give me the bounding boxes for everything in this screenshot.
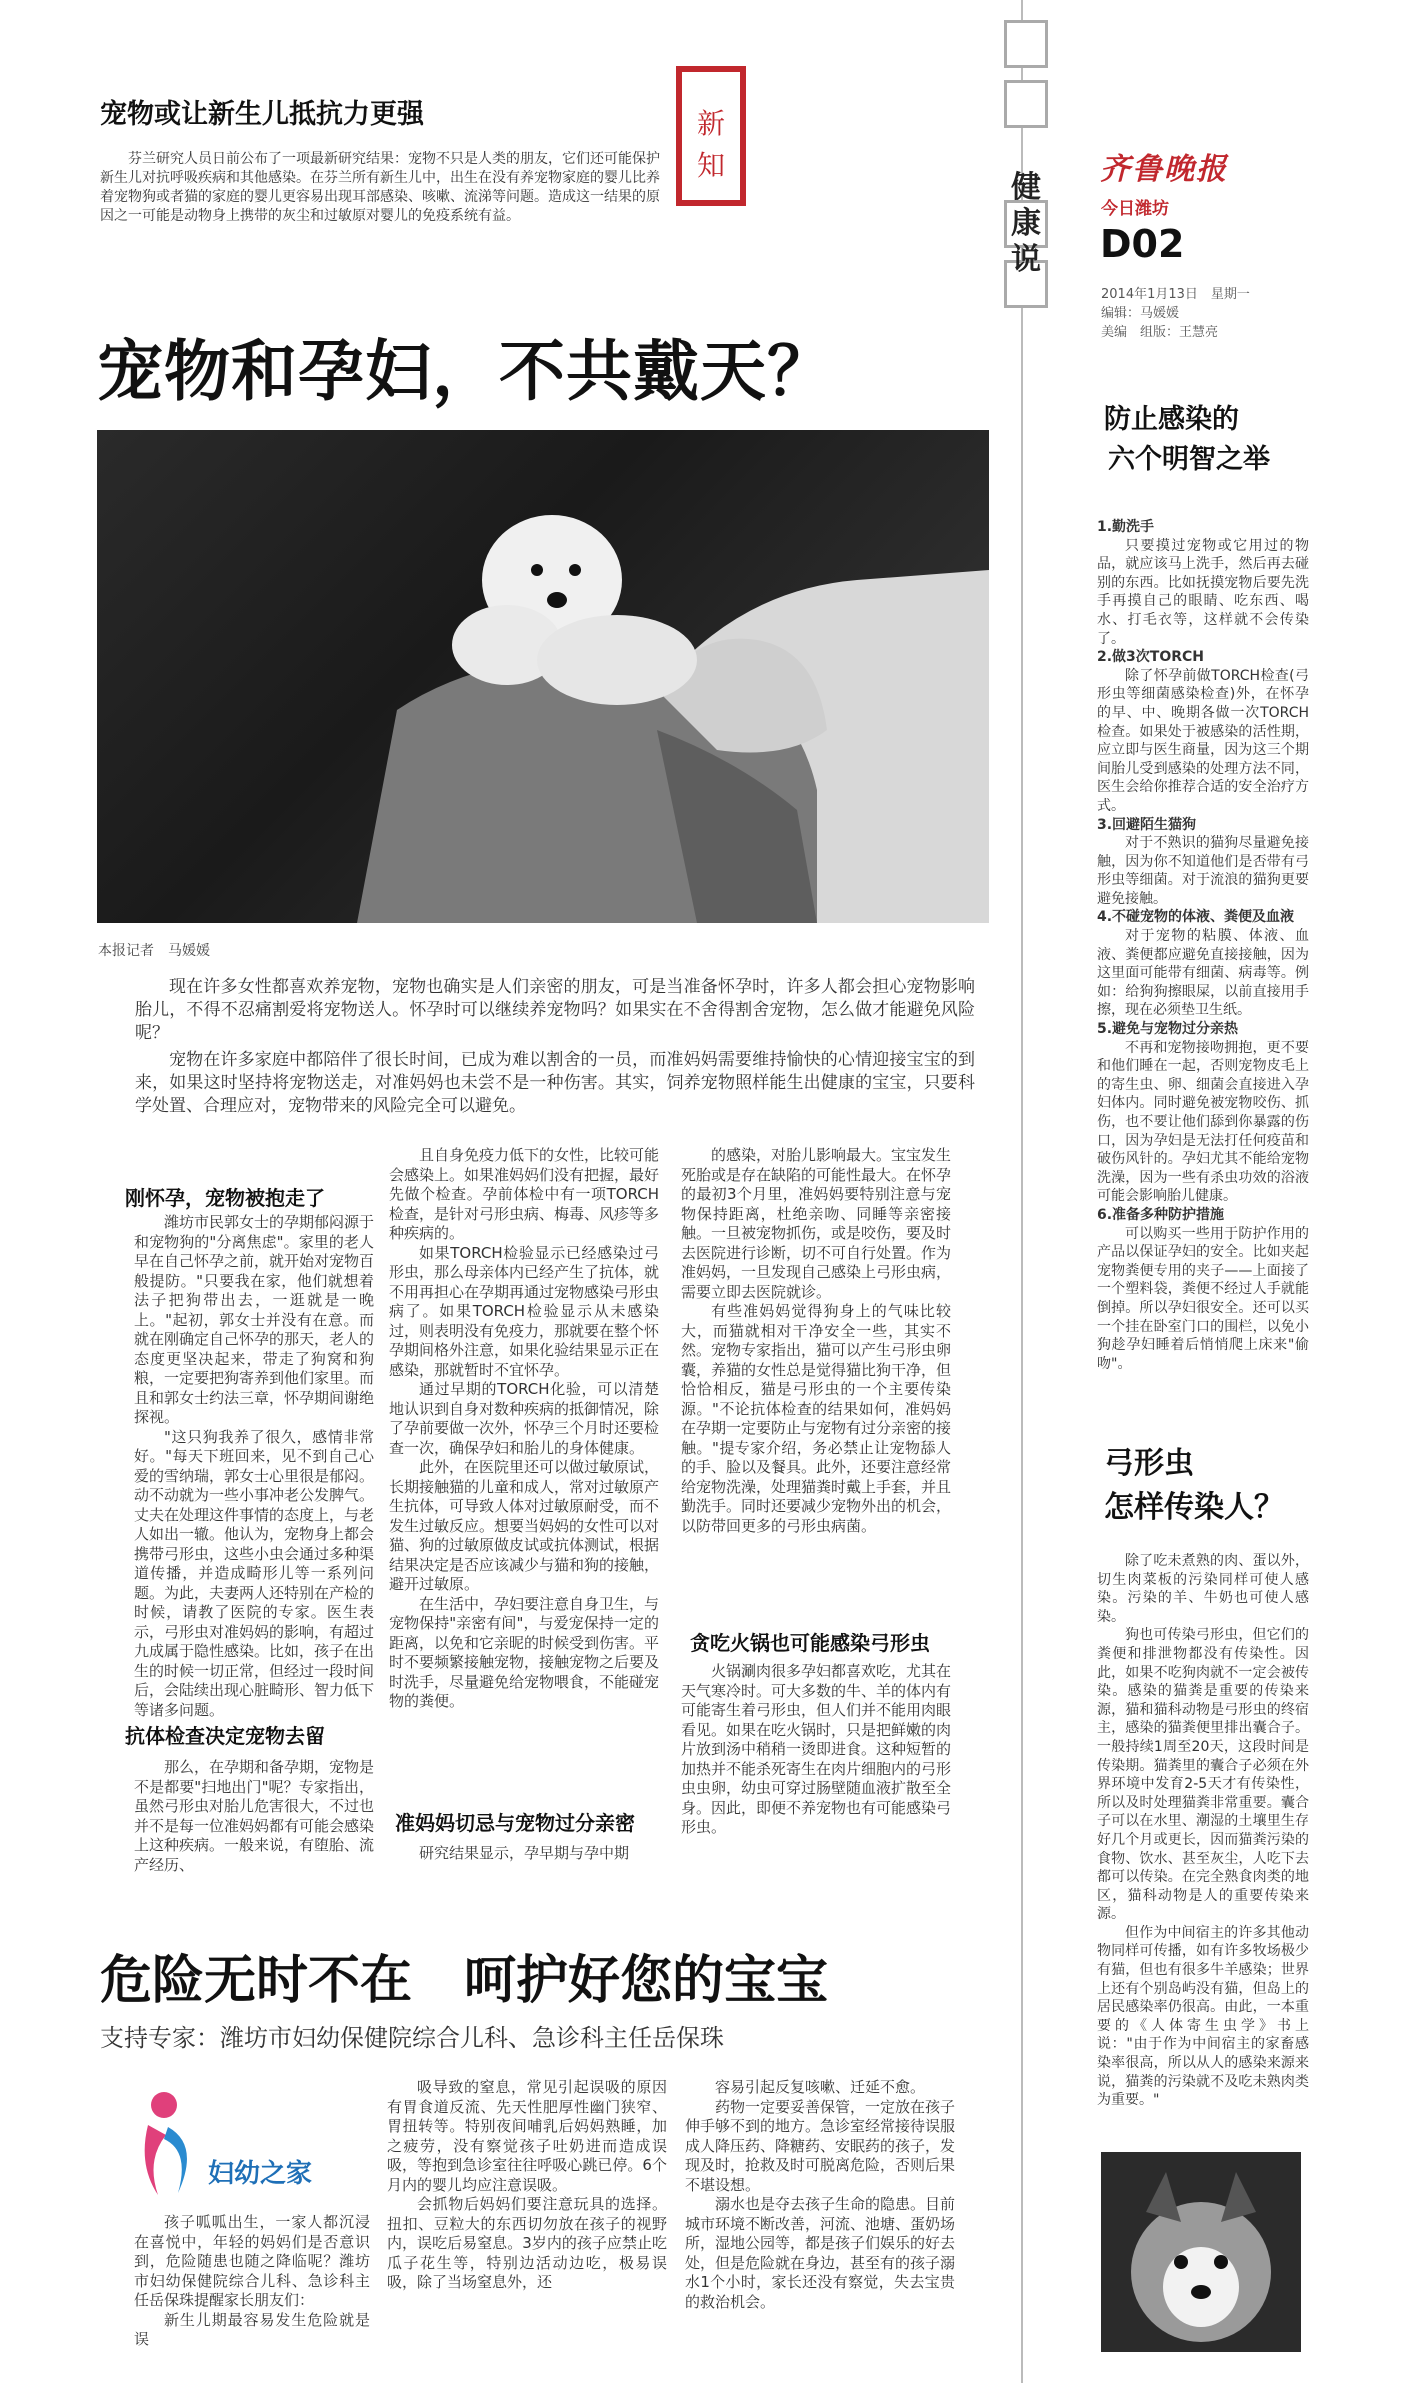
design-credit: 美编 组版：王慧亮 [1101, 325, 1219, 340]
col1-text: 潍坊市民郭女士的孕期郁闷源于和宠物狗的"分离焦虑"。家里的老人早在自己怀孕之前，就开始对宠物百般提防。"只要我在家，他们就想着法子把狗带出去，一逛就是一晚上。"起初，郭女士并没有在意。而就在刚确定自己怀孕的那天，老人的态度更坚决起来，带走了狗窝和狗粮，一定要把狗寄养到他们家里。而且和郭女士约法三章，怀孕期间谢绝探视。 "这只狗我养了很久，感情非常好。"每天下班回来，见不到自己心爱的雪纳瑞，郭女士心里很是郁闷。动不动就为一些小事冲老公发脾气。丈夫在处理这件事情的态度上，与老人如出一辙。他认为，宠物身上都会携带弓形虫，这些小虫会通过多种渠道传播，并造成畸形儿等一系列问题。为此，夫妻两人还特别在产检的时候，请教了医院的专家。医生表示，弓形虫对准妈妈的影响，有超过九成属于隐性感染。比如，孩子在出生的时候一切正常，但经过一段时间后，会陆续出现心脏畸形、智力低下等诸多问题。 [134, 1213, 375, 1719]
col1-subhead-2: 抗体检查决定宠物去留 [125, 1724, 325, 1748]
tips-title [1104, 400, 1270, 480]
main-lead: 现在许多女性都喜欢养宠物，宠物也确实是人们亲密的朋友，可是当准备怀孕时，许多人都会担心宠物影响胎儿，不得不忍痛割爱将宠物送人。怀孕时可以继续养宠物吗？如果实在不舍得割舍宠物，怎么做才能避免风险呢？ 宠物在许多家庭中都陪伴了很长时间，已成为难以割舍的一员，而准妈妈需要维持愉快的心情迎接宝宝的到来，如果这时坚持将宠物送走，对准妈妈也未尝不是一种伤害。其实，饲养宠物照样能生出健康的宝宝，只要科学处置、合理应对，宠物带来的风险完全可以避免。 [135, 977, 975, 1116]
tips-title-line1: 防止感染的 [1104, 404, 1239, 435]
byline: 本报记者 马媛媛 [98, 943, 210, 959]
seal-char: 知 [696, 149, 725, 182]
sidebar-divider-line [1021, 0, 1023, 2383]
col3-subhead: 贪吃火锅也可能感染弓形虫 [690, 1631, 930, 1655]
tip-item: 1.勤洗手 只要摸过宠物或它用过的物品，就应该马上洗手，然后再去碰别的东西。比如抚摸宠物后要先洗手再摸自己的眼睛、吃东西、喝水、打毛衣等，这样就不会传染了。 [1097, 519, 1309, 647]
issue-date: 2014年1月13日 星期一 [1101, 287, 1250, 302]
col3-text: 的感染，对胎儿影响最大。宝宝发生死胎或是存在缺陷的可能性最大。在怀孕的最初3个月里，准妈妈要特别注意与宠物保持距离，杜绝亲吻、同睡等亲密接触。一旦被宠物抓伤，或是咬伤，要及时去医院进行诊断，切不可自行处置。作为准妈妈，一旦发现自己感染上弓形虫病，需要立即去医院就诊。 有些准妈妈觉得狗身上的气味比较大，而猫就相对干净安全一些，其实不然。宠物专家指出，猫可以产生弓形虫卵囊，养猫的女性总是觉得猫比狗干净，但恰恰相反，猫是弓形虫的一个主要传染源。"不论抗体检查的结果如何，准妈妈在孕期一定要防止与宠物有过分亲密的接触。"提专家介绍，务必禁止让宠物舔人的手、脸以及餐具。此外，还要注意经常给宠物洗澡，处理猫粪时戴上手套，并且勤洗手。同时还要减少宠物外出的机会，以防带回更多的弓形虫病菌。 [681, 1146, 952, 1535]
tip-item: 3.回避陌生猫狗 对于不熟识的猫狗尽量避免接触，因为你不知道他们是否带有弓形虫等细菌。对于流浪的猫狗更要避免接触。 [1097, 816, 1309, 907]
bottom-headline: 危险无时不在 呵护好您的宝宝 [100, 1951, 829, 2011]
bottom-col3: 容易引起反复咳嗽、迁延不愈。 药物一定要妥善保管，一定放在孩子伸手够不到的地方。急诊室经常接待误服成人降压药、降糖药、安眠药的孩子，发现及时，抢救及时可脱离危险，否则后果不堪设想。 溺水也是夺去孩子生命的隐患。目前城市环境不断改善，河流、池塘、蛋奶场所，湿地公园等，都是孩子们娱乐的好去处，但是危险就在身边，甚至有的孩子溺水1个小时，家长还没有察觉，失去宝贵的救治机会。 [685, 2078, 956, 2311]
page-number: D02 [1100, 222, 1185, 266]
col2-text: 且自身免疫力低下的女性，比较可能会感染上。如果准妈妈们没有把握，最好先做个检查。孕前体检中有一项TORCH检查，是针对弓形虫病、梅毒、风疹等多种疾病的。 如果TORCH检验显示已经感染过弓形虫，那么母亲体内已经产生了抗体，就不用再担心在孕期再通过宠物感染弓形虫病了。如果TORCH检验显示从未感染过，则表明没有免疫力，那就要在整个怀孕期间格外注意，如果化验结果显示正在感染，那就暂时不宜怀孕。 通过早期的TORCH化验，可以清楚地认识到自身对数种疾病的抵御情况，除了孕前要做一次外，怀孕三个月时还要检查一次，确保孕妇和胎儿的身体健康。 此外，在医院里还可以做过敏原试，长期接触猫的儿童和成人，常对过敏原产生抗体，可导致人体对过敏原耐受，而不发生过敏反应。想要当妈妈的女性可以对猫、狗的过敏原做皮试或抗体测试，根据结果决定是否应该减少与猫和狗的接触，避开过敏原。 在生活中，孕妇要注意自身卫生，与宠物保持"亲密有间"，与爱宠保持一定的距离，以免和它亲昵的时候受到伤害。平时不要频繁接触宠物，接触宠物之后要及时洗手，尽量避免给宠物喂食，不能碰宠物的粪便。 [389, 1146, 660, 1710]
pregnant-woman-poodle-photo [97, 430, 989, 923]
puppy-photo [1101, 2152, 1301, 2352]
col2-subhead: 准妈妈切忌与宠物过分亲密 [395, 1811, 635, 1835]
top-story-headline: 宠物或让新生儿抵抗力更强 [100, 99, 424, 130]
section-vertical-title: 健 康 说 [1011, 170, 1041, 277]
puppy-illustration [1101, 2152, 1301, 2352]
bottom-col2: 吸导致的窒息，常见引起误吸的原因有胃食道反流、先天性肥厚性幽门狭窄、胃扭转等。特别夜间哺乳后妈妈熟睡，加之疲劳，没有察觉孩子吐奶进而造成误吸，等抱到急诊室往往呼吸心跳已停。6个月内的婴儿均应注意误吸。 会抓物后妈妈们要注意玩具的选择。扭扣、豆粒大的东西切勿放在孩子的视野内，误吃后易窒息。3岁内的孩子应禁止吃瓜子花生等，特别边活动边吃，极易误吸，除了当场窒息外，还 [387, 2078, 667, 2291]
logo-text: 妇幼之家 [208, 2159, 313, 2189]
photo-illustration [97, 430, 989, 923]
logo-mark-icon [128, 2085, 208, 2205]
seal-char: 新 [696, 107, 725, 140]
editor-credit: 编辑：马媛媛 [1101, 306, 1180, 321]
main-headline: 宠物和孕妇，不共戴天？ [97, 333, 834, 410]
tips-list [1097, 518, 1309, 1373]
expert-credit: 支持专家：潍坊市妇幼保健院综合儿科、急诊科主任岳保珠 [100, 2024, 724, 2052]
col1-subhead: 刚怀孕，宠物被抱走了 [125, 1186, 325, 1210]
col2-text-2: 研究结果显示，孕早期与孕中期 [419, 1844, 630, 1862]
bottom-col1: 孩子呱呱出生，一家人都沉浸在喜悦中，年轻的妈妈们是否意识到，危险随患也随之降临呢？潍坊市妇幼保健院综合儿科、急诊科主任岳保珠提醒家长朋友们： 新生儿期最容易发生危险就是误 [134, 2213, 370, 2348]
paper-name: 齐鲁晚报 [1100, 152, 1228, 187]
top-story-body: 芬兰研究人员日前公布了一项最新研究结果：宠物不只是人类的朋友，它们还可能保护新生儿对抗呼吸疾病和其他感染。在芬兰所有新生儿中，出生在没有养宠物家庭的婴儿比养着宠物狗或者猫的家庭的婴儿更容易出现耳部感染、咳嗽、流涕等问题。造成这一结果的原因之一可能是动物身上携带的灰尘和过敏原对婴儿的免疫系统有益。 [100, 151, 660, 224]
tip-item: 5.避免与宠物过分亲热 不再和宠物接吻拥抱，更不要和他们睡在一起，否则宠物皮毛上的寄生虫、卵、细菌会直接进入孕妇体内。同时避免被宠物咬伤、抓伤，也不要让他们舔到你暴露的伤口，因为孕妇是无法打任何疫苗和破伤风针的。孕妇尤其不能给宠物洗澡，因为一些有杀虫功效的浴液可能会影响胎儿健康。 [1097, 1021, 1309, 1205]
fret-ornament [1004, 20, 1048, 68]
tip-item: 4.不碰宠物的体液、粪便及血液 对于宠物的粘膜、体液、血液、粪便都应避免直接接触，因为这里面可能带有细菌、病毒等。例如：给狗狗擦眼屎，以前直接用手擦，现在必须垫卫生纸。 [1097, 909, 1309, 1019]
maternal-child-logo [128, 2085, 368, 2205]
seal-stamp [676, 66, 746, 206]
parasite-title [1104, 1442, 1284, 1530]
parasite-title-line1: 弓形虫 [1104, 1446, 1194, 1481]
parasite-text: 除了吃未煮熟的肉、蛋以外，切生肉菜板的污染同样可使人感染。污染的羊、牛奶也可使人感染。 狗也可传染弓形虫，但它们的粪便和排泄物都没有传染性。因此，如果不吃狗肉就不一定会被传染。感染的猫粪是重要的传染来源，猫和猫科动物是弓形虫的终宿主，感染的猫粪便里排出囊合子。一般持续1周至20天，这段时间是传染期。猫粪里的囊合子必须在外界环境中发育2-5天才有传染性，所以及时处理猫粪非常重要。囊合子可以在水里、潮湿的土壤里生存好几个月或更长，因而猫粪污染的食物、饮水、甚至灰尘，人吃下去都可以传染。在完全熟食肉类的地区，猫科动物是人的重要传染来源。 但作为中间宿主的许多其他动物同样可传播，如有许多牧场极少有猫，但也有很多牛羊感染；世界上还有个别岛屿没有猫，但岛上的居民感染率仍很高。由此，一本重要的《人体寄生虫学》书上说："由于作为中间宿主的家畜感染率很高，所以从人的感染来源来说，猫粪的污染就不及吃未熟肉类为重要。" [1097, 1553, 1309, 2109]
fret-ornament [1004, 80, 1048, 128]
edition-name: 今日潍坊 [1101, 199, 1169, 219]
col3-text-2: 火锅涮肉很多孕妇都喜欢吃，尤其在天气寒冷时。可大多数的牛、羊的体内有可能寄生着弓形虫，但人们并不能用肉眼看见。如果在吃火锅时，只是把鲜嫩的肉片放到汤中稍稍一烫即进食。这种短暂的加热并不能杀死寄生在肉片细胞内的弓形虫虫卵，幼虫可穿过肠壁随血液扩散至全身。因此，即便不养宠物也有可能感染弓形虫。 [681, 1662, 952, 1836]
parasite-title-line2: 怎样传染人？ [1104, 1490, 1284, 1525]
tips-title-line2: 六个明智之举 [1108, 444, 1270, 475]
tip-item: 6.准备多种防护措施 可以购买一些用于防护作用的产品以保证孕妇的安全。比如夹起宠物粪便专用的夹子——上面接了一个塑料袋，粪便不经过人手就能倒掉。所以孕妇很安全。还可以买一个挂在卧室门口的围栏，以免小狗趁孕妇睡着后悄悄爬上床来"偷吻"。 [1097, 1206, 1309, 1372]
tip-item: 2.做3次TORCH 除了怀孕前做TORCH检查(弓形虫等细菌感染检查)外，在怀孕的早、中、晚期各做一次TORCH检查。如果处于被感染的活性期，应立即与医生商量，因为这三个期间胎儿受到感染的处理方法不同，医生会给你推荐合适的安全治疗方式。 [1097, 649, 1309, 814]
col1-text-2: 那么，在孕期和备孕期，宠物是不是都要"扫地出门"呢？专家指出，虽然弓形虫对胎儿危害很大，不过也并不是每一位准妈妈都有可能会感染上这种疾病。一般来说，有堕胎、流产经历、 [134, 1758, 375, 1874]
